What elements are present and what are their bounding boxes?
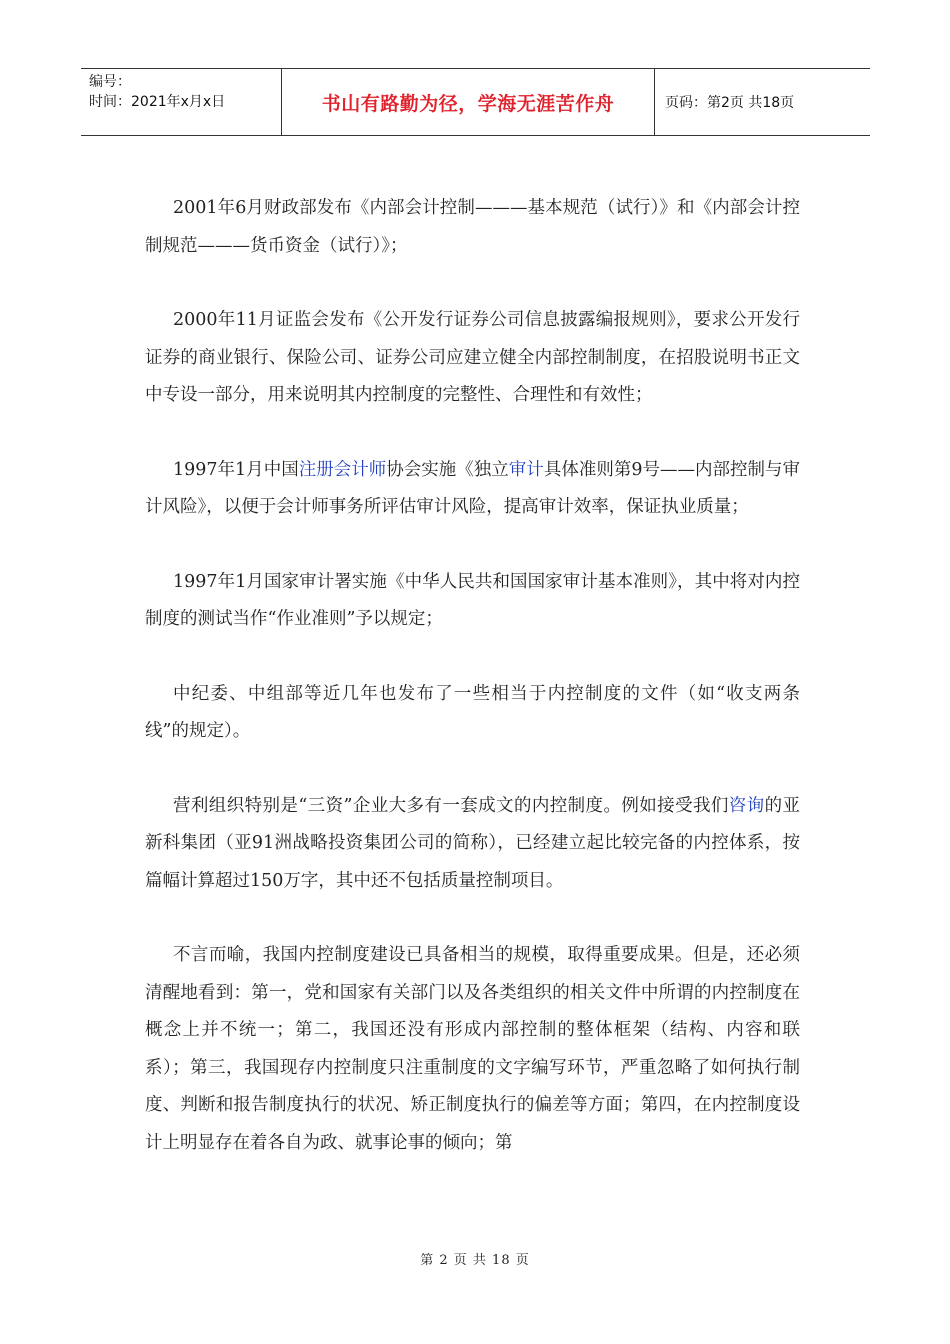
page-header [81,68,870,136]
paragraph-3-text-c: 具体准则第9号——内部控制与审计风险》，以便于会计师事务所评估审计风险，提高审计效率，保证执业质量； [145,459,801,517]
document-number-label: 编号： [89,74,131,90]
paragraph-4: 1997年1月国家审计署实施《中华人民共和国国家审计基本准则》，其中将对内控制度的测试当作“作业准则”予以规定； [145,571,800,629]
header-meta [81,69,281,135]
document-body [145,190,800,1199]
link-audit[interactable]: 审计 [508,459,544,480]
paragraph-6 [145,788,800,901]
header-motto: 书山有路勤为径，学海无涯苦作舟 [281,69,655,135]
header-page-info: 页码：第2页 共18页 [665,95,795,111]
paragraph-2: 2000年11月证监会发布《公开发行证券公司信息披露编报规则》，要求公开发行证券的商业银行、保险公司、证券公司应建立健全内部控制制度，在招股说明书正文中专设一部分，用来说明其内控制度的完整性、合理性和有效性； [145,310,800,405]
link-cpa[interactable]: 注册会计师 [298,459,387,480]
paragraph-7: 不言而喻，我国内控制度建设已具备相当的规模，取得重要成果。但是，还必须清醒地看到：第一，党和国家有关部门以及各类组织的相关文件中所谓的内控制度在概念上并不统一；第二，我国还没有形成内部控制的整体框架（结构、内容和联系）；第三，我国现存内控制度只注重制度的文字编写环节，严重忽略了如何执行制度、判断和报告制度执行的状况、矫正制度执行的偏差等方面；第四，在内控制度设计上明显存在着各自为政、就事论事的倾向；第 [145,945,800,1153]
paragraph-3-text-b: 协会实施《独立 [386,459,509,480]
document-time-label: 时间：2021年x月x日 [89,94,226,110]
link-consulting[interactable]: 咨询 [728,795,765,816]
paragraph-3-text-a: 1997年1月中国 [173,459,299,480]
paragraph-6-text-a: 营利组织特别是“三资”企业大多有一套成文的内控制度。例如接受我们 [173,795,729,816]
page-footer: 第 2 页 共 18 页 [420,1253,530,1268]
paragraph-6-text-b: 的亚新科集团（亚91洲战略投资集团公司的简称），已经建立起比较完备的内控体系，按篇幅计算超过150万字，其中还不包括质量控制项目。 [145,795,800,891]
paragraph-5: 中纪委、中组部等近几年也发布了一些相当于内控制度的文件（如“收支两条线”的规定）。 [145,683,800,741]
paragraph-3 [145,452,800,527]
paragraph-1: 2001年6月财政部发布《内部会计控制———基本规范（试行）》和《内部会计控制规范———货币资金（试行）》； [145,198,800,256]
